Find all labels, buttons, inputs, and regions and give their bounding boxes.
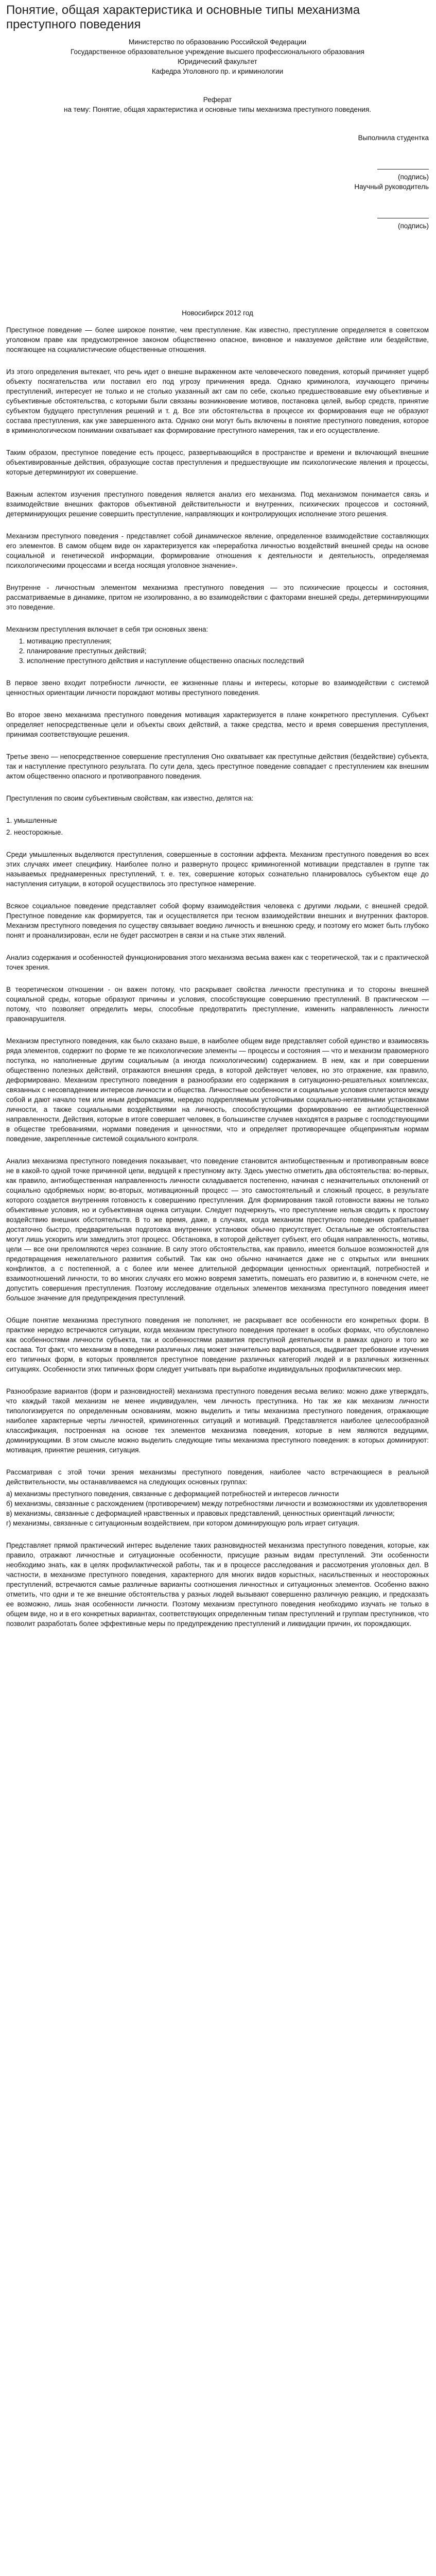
paragraph: Представляет прямой практический интерес выделение таких разновидностей механизма преступного поведения, которые, как правило, отражают личностные и ситуационные особенности, присущие разным видам преступлений. Эти особенности необходимо знать, как в целях профилактической работы, так и в процессе расследования и рассмотрения уголовных дел. В частности, в механизме преступного поведения, характерного для многих видов корыстных, насильственных и неосторожных преступлений, встречаются самые различные варианты соотношения личностных и ситуационных элементов. Особенно важно отметить, что одни и те же внешние обстоятельства у разных людей вызывают совершенно различную реакцию, и предсказать ее возможно, лишь зная особенности личности. Поэтому механизм преступного поведения необходимо изучать не только в общем виде, но и в его конкретных вариантах, соответствующих определенным типам преступлений и группам преступников, что позволит разработать более эффективные меры по предупреждению преступлений и ликвидации причин, их порождающих. [6, 1541, 429, 1628]
paragraph: Разнообразие вариантов (форм и разновидностей) механизма преступного поведения весьма велико: можно даже утверждать, что каждый такой механизм не менее индивидуален, чем личность преступника. Но так же как механизм личности типологизируется по определенным основаниям, можно выделить и типы механизма преступного поведения, отражающие наиболее характерные черты личностей, криминогенных ситуаций и мотиваций. Представляется наиболее целесообразной классификация, построенная на основе тех элементов механизма поведения, которые в нем являются ведущими, доминирующими. В этом смысле можно выделить следующие типы механизма преступного поведения: в которых доминируют: мотивация, принятие решения, ситуация. [6, 1387, 429, 1454]
supervisor-signature-caption: (подпись) [397, 222, 429, 230]
paragraph: Механизм преступного поведения, как было сказано выше, в наиболее общем виде представляет собой единство и взаимосвязь ряда элементов, содержит по форме те же психологические элементы — процессы и состояния — что и механизм правомерного поступка, но наполненные другим социальным (а иногда психологическим) содержанием. В нем, как и при совершении общественно полезных действий, отражаются внешняя среда, в которой действует человек, но это отражение, как правило, деформировано. Механизм преступного поведения в разнообразии его содержания в ситуационно-решательных комплексах, связанных с несовпадением интересов личности и общества. Личностные особенности и социальные условия сплетаются между собой и дают начало тем или иным деформациям, нередко подкрепляемым устойчивыми социально-негативными установками личности, а также социальными воздействиями на личность, способствующими формированию ее антиобщественной направленности. Действия, которые в итоге совершает человек, в большинстве случаев находятся в разрыве с господствующими в обществе требованиями, нормами поведения и ценностями, что и определяет противоречащее общепринятым нормам поведение, закрепленные системой социального контроля. [6, 1037, 429, 1143]
paragraph: Внутренне - личностным элементом механизма преступного поведения — это психические процессы и состояния, рассматриваемые в динамике, притом не изолированно, а во взаимодействии с факторами внешней среды, детерминирующими это поведение. [6, 584, 429, 611]
supervisor-signature-line [377, 217, 429, 218]
paragraph: 1. умышленные [6, 817, 57, 824]
paragraph: Всякое социальное поведение представляет собой форму взаимодействия человека с другими людьми, с внешней средой. Преступное поведение как формируется, так и осуществляется при тесном взаимодействии внешних и внутренних факторов. Механизм преступного поведения по существу связывает воедино личность и внешнюю среду, и поэтому его может быть глубоко понят и проанализирован, если не будет рассмотрен в связи и на стыке этих явлений. [6, 902, 429, 939]
document-body [6, 325, 429, 1629]
paragraph: Третье звено — непосредственное совершение преступления Оно охватывает как преступные действия (бездействие) субъекта, так и наступление преступного результата. По сути дела, здесь преступное поведение совпадает с преступлением как внешним актом общественно опасного и противоправного поведения. [6, 753, 429, 780]
paragraph: В теоретическом отношении - он важен потому, что раскрывает свойства личности преступника и то стороны внешней социальной среды, которые образуют причины и условия, способствующие совершению преступлений. В практическом — потому, что позволяет определить меры, способные предотвратить преступление, изменить направленность личности правонарушителя. [6, 986, 429, 1023]
paragraph: 2. неосторожные. [6, 828, 63, 836]
paragraph: Преступления по своим субъективным свойствам, как известно, делятся на: [6, 794, 254, 802]
paragraph: Таким образом, преступное поведение есть процесс, развертывающийся в пространстве и времени и включающий внешние объективированные действия, образующие состав преступления и предшествующие им психологические явления и процессы, которые детерминируют их совершение. [6, 449, 429, 476]
institution-line: Государственное образовательное учреждение высшего профессионального образования [71, 48, 364, 56]
student-label: Выполнила студентка [358, 134, 429, 142]
paragraph: Механизм преступления включает в себя три основных звена: [6, 625, 208, 633]
ministry-line: Министерство по образованию Российской Федерации [128, 38, 307, 46]
paragraph: Среди умышленных выделяются преступления, совершенные в состоянии аффекта. Механизм преступного поведения во всех этих случаях имеет специфику. Наиболее полно и развернуто процесс криминогенной мотивации представлен в группе так называемых преднамеренных преступлений, т. е. тех, совершение которых сознательно планировалось субъектом еще до наступления ситуации, в которой осуществилось это преступное намерение. [6, 851, 429, 888]
paragraph: Важным аспектом изучения преступного поведения является анализ его механизма. Под механизмом понимается связь и взаимодействие внешних факторов объективной действительности и внутренних, психических процессов и состояний, детерминирующих решение совершить преступление, направляющих и контролирующих исполнение этого решения. [6, 490, 429, 518]
group-item: г) механизмы, связанные с ситуационным воздействием, при котором доминирующую роль играет ситуация. [6, 1519, 360, 1527]
title-block [6, 37, 429, 76]
paragraph: Анализ содержания и особенностей функционирования этого механизма весьма важен как с теоретической, так и с практической точек зрения. [6, 954, 429, 971]
paragraph: В первое звено входит потребности личности, ее жизненные планы и интересы, которые во взаимодействии с системой ценностных ориентации личности порождают мотивы преступного поведения. [6, 679, 429, 697]
student-signature-line [377, 168, 429, 170]
signature-block [6, 133, 429, 231]
paragraph: Из этого определения вытекает, что речь идет о внешне выраженном акте человеческого поведения, который причиняет ущерб объекту посягательства или поставил его под угрозу причинения вреда. Однако криминолога, изучающего причины преступлений, интересует не только и не столько указанный акт сам по себе, сколько предшествовавшие ему объективные и субъективные обстоятельства, с которыми были связаны возникновение мотивов, постановка целей, выбор средств, принятие субъектом будущего преступления решений и т. д. Все эти обстоятельства в процессе их формирования еще не образуют состава преступления, как уже завершенного акта. Однако они могут быть включены в понятие преступного поведения, которое в криминологическом понимании охватывает как формирование преступного намерения, так и его осуществление. [6, 368, 429, 434]
paragraph: Рассматривая с этой точки зрения механизмы преступного поведения, наиболее часто встречающиеся в реальной действительности, мы останавливаемся на следующих основных группах: [6, 1468, 429, 1486]
mechanism-links-list [6, 636, 429, 666]
referat-topic: на тему: Понятие, общая характеристика и основные типы механизма преступного поведения. [64, 106, 371, 113]
city-year: Новосибирск 2012 год [182, 309, 253, 317]
paragraph: Общие понятие механизма преступного поведения не пополняет, не раскрывает все особенности его конкретных форм. В практике нередко встречаются ситуации, когда механизм преступного поведения протекает в особых формах, что обусловлено как особенностями личности субъекта, так и особенностями развития преступной деятельности в рамках одного и того же состава. Тот факт, что механизм в поведении различных лиц может значительно варьироваться, выдвигает требование изучения его типичных форм, в которых проявляется преступное поведение различных категорий людей и в различных жизненных ситуациях. Особенности этих типичных форм следует учитывать при выработке индивидуальных профилактических мер. [6, 1316, 429, 1373]
paragraph: Анализ механизма преступного поведения показывает, что поведение становится антиобщественным и противоправным вовсе не в какой-то одной точке причинной цепи, ведущей к преступному акту. Здесь уместно отметить два обстоятельства: во-первых, как правило, антиобщественная направленность личности складывается постепенно, начиная с незначительных отклонений от социально одобряемых норм; во-вторых, мотивационный процесс — это самостоятельный и сложный процесс, в результате которого создается внутренняя готовность к совершению преступления. Для формирования такой готовности важны не только объективные условия, но и субъективная оценка ситуации. Следует подчеркнуть, что преступление нельзя сводить к простому воздействию внешних обстоятельств. В то же время, даже, в случаях, когда механизм преступного поведения срабатывает достаточно быстро, предварительная подготовка внутренних установок обычно присутствует. Остальные же обстоятельства могут лишь ускорить или замедлить этот процесс. Обстановка, в которой действует субъект, его общая направленность, мотивы, цели — все они преломляются через сознание. В силу этого обстоятельства, как правило, имеется большое возможностей для предотвращения нежелательного развития событий. Так как оно обычно начинается даже не с открытых или внешних конфликтов, а с постепенной, а с более или менее длительной деформации ценностных ориентаций, потребностей и взаимоотношений личности, то во многих случаях его можно вовремя заметить, помешать его развитию и, в конечном счете, не допустить совершения преступления. Поэтому исследование отдельных элементов механизма преступного поведения имеет большое значение для предупреждения преступлений. [6, 1157, 429, 1302]
group-item: в) механизмы, связанные с деформацией нравственных и правовых представлений, ценностных ориентаций личности; [6, 1510, 395, 1517]
referat-block [6, 95, 429, 114]
paragraph: Механизм преступного поведения - представляет собой динамическое явление, определенное взаимодействие составляющих его элементов. В самом общем виде он характеризуется как «переработка личностью воздействий внешней среды на основе социальной и генетической информации, формирование отношения к деятельности и деятельность, определяемая психологическими процессами и всегда носящая уголовное значение». [6, 532, 429, 569]
paragraph: Во второе звено механизма преступного поведения мотивация характеризуется в плане конкретного преступления. Субъект определяет непосредственные цели и объекты своих действий, а также средства, место и время совершения преступления, принимая соответствующие решения. [6, 711, 429, 738]
group-item: а) механизмы преступного поведения, связанные с деформацией потребностей и интересов личности [6, 1490, 339, 1498]
list-item: 1. мотивацию преступления; [27, 636, 429, 646]
supervisor-label: Научный руководитель [354, 183, 429, 191]
list-item: 2. планирование преступных действий; [27, 646, 429, 656]
paragraph: Преступное поведение — более широкое понятие, чем преступление. Как известно, преступление определяется в советском уголовном праве как предусмотренное законом общественно опасное, виновное и наказуемое действие или бездействие, посягающее на социалистические общественные отношения. [6, 326, 429, 353]
student-signature-caption: (подпись) [397, 173, 429, 181]
list-item: 3. исполнение преступного действия и наступление общественно опасных последствий [27, 656, 429, 666]
faculty-line: Юридический факультет [178, 58, 257, 65]
department-line: Кафедра Уголовного пр. и криминологии [151, 67, 284, 75]
group-item: б) механизмы, связанные с расхождением (противоречием) между потребностями личности и возможностями их удовлетворения [6, 1500, 427, 1507]
document-title: Понятие, общая характеристика и основные типы механизма преступного поведения [6, 3, 360, 31]
referat-label: Реферат [203, 96, 232, 104]
